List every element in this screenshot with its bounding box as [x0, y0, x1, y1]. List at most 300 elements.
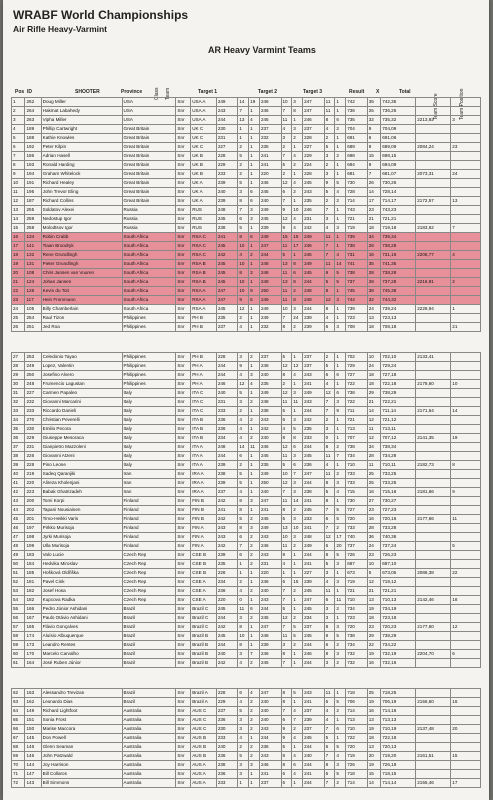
table-row: [12, 233, 481, 242]
cell-team-score: 2141,35: [416, 434, 451, 443]
cell-class: Snr: [176, 698, 191, 707]
table-row: [12, 524, 481, 533]
cell-t2-x: 10: [281, 533, 292, 542]
cell-team: RSA B: [191, 260, 217, 269]
cell-shooter: Lopez, Valentin: [41, 362, 122, 371]
event-subtitle: Air Rifle Heavy-Varmint: [13, 24, 108, 34]
cell-class: Snr: [176, 434, 191, 443]
cell-class: Snr: [176, 407, 191, 416]
cell-pos: 40: [12, 470, 25, 479]
cell-x: 23: [367, 506, 380, 515]
cell-pos: 45: [12, 515, 25, 524]
cell-team-position: [451, 107, 481, 116]
cell-team-score: 2172,57: [416, 197, 451, 206]
table-row: [12, 152, 481, 161]
cell-t2-x: 13: [281, 260, 292, 269]
cell-team-position: [451, 353, 481, 362]
cell-t3-fm: 14: [335, 260, 346, 269]
cell-t3-x: 5: [324, 188, 335, 197]
cell-x: 35: [367, 260, 380, 269]
cell-t1-fm: 1: [249, 143, 260, 152]
cell-t2-x: 11: [281, 116, 292, 125]
cell-t2-x: 7: [281, 107, 292, 116]
cell-team: IRA A: [191, 479, 217, 488]
cell-t1-x: 4: [238, 371, 249, 380]
cell-t2-x: 2: [281, 170, 292, 179]
cell-pos: 24: [12, 305, 25, 314]
cell-team-score: 2208,77: [416, 251, 451, 260]
cell-team-position: [451, 605, 481, 614]
cell-t1: 245: [216, 260, 238, 269]
cell-team: ITA B: [191, 416, 217, 425]
cell-t3-fm: 1: [335, 362, 346, 371]
cell-total: 720,23: [381, 623, 416, 632]
cell-t2-fm: 8: [292, 107, 303, 116]
cell-team-score: 2142,46: [416, 596, 451, 605]
cell-t2-fm: 15: [292, 578, 303, 587]
cell-id: 195: [25, 188, 41, 197]
table-row: [12, 389, 481, 398]
cell-t3-x: 9: [324, 179, 335, 188]
cell-id: 189: [25, 125, 41, 134]
cell-x: 16: [367, 707, 380, 716]
cell-team-position: [451, 443, 481, 452]
cell-team: CSE B: [191, 560, 217, 569]
cell-total: 723,18: [381, 614, 416, 623]
cell-result: 729: [346, 362, 368, 371]
cell-t1-fm: 2: [249, 551, 260, 560]
cell-t3-fm: 1: [335, 416, 346, 425]
cell-t2: 232: [259, 323, 281, 332]
cell-total: 708,18: [381, 323, 416, 332]
cell-team-position: 13: [451, 197, 481, 206]
cell-team-position: [451, 707, 481, 716]
cell-t1-fm: 1: [249, 407, 260, 416]
cell-team-position: 7: [451, 224, 481, 233]
cell-t3-x: 6: [324, 542, 335, 551]
cell-pos: 51: [12, 569, 25, 578]
cell-pos: 11: [12, 188, 25, 197]
cell-t3: 239: [303, 323, 325, 332]
cell-t1-fm: 3: [249, 215, 260, 224]
cell-t2: 220: [259, 170, 281, 179]
cell-province: Finland: [122, 533, 176, 542]
cell-team-position: [451, 632, 481, 641]
table-row: [12, 371, 481, 380]
cell-id: 200: [25, 497, 41, 506]
cell-result: 743: [346, 206, 368, 215]
cell-pos: 12: [12, 197, 25, 206]
cell-id: 134: [25, 233, 41, 242]
cell-t3-fm: 3: [335, 398, 346, 407]
cell-shooter: Adrian Hasell: [41, 152, 122, 161]
cell-t1: 236: [216, 770, 238, 779]
cell-t1-x: 5: [238, 752, 249, 761]
cell-t1: 245: [216, 215, 238, 224]
cell-class: Snr: [176, 623, 191, 632]
cell-id: 132: [25, 251, 41, 260]
cell-t2-fm: 2: [292, 323, 303, 332]
cell-team: RUS: [191, 206, 217, 215]
cell-result: 745: [346, 287, 368, 296]
cell-t1: 242: [216, 623, 238, 632]
cell-team-score: 2182,73: [416, 461, 451, 470]
cell-result: 707: [346, 434, 368, 443]
cell-t3: 249: [303, 542, 325, 551]
cell-id: 231: [25, 443, 41, 452]
cell-result: 719: [346, 224, 368, 233]
cell-t1-x: 1: [238, 560, 249, 569]
cell-t2-fm: 8: [292, 434, 303, 443]
cell-team-position: 6: [451, 650, 481, 659]
cell-total: 735,32: [381, 116, 416, 125]
cell-x: 28: [367, 242, 380, 251]
event-title: WRABF World Championships: [13, 8, 189, 22]
cell-team-score: [416, 770, 451, 779]
cell-t2-fm: 4: [292, 734, 303, 743]
cell-province: Philippines: [122, 362, 176, 371]
cell-team: ITA A: [191, 452, 217, 461]
cell-t1-x: 8: [238, 524, 249, 533]
cell-t3: 247: [303, 98, 325, 107]
cell-t1: 244: [216, 641, 238, 650]
cell-t2: 246: [259, 650, 281, 659]
table-row: [12, 479, 481, 488]
cell-team-score: [416, 215, 451, 224]
cell-t1: 244: [216, 371, 238, 380]
cell-t2-x: 4: [281, 125, 292, 134]
cell-x: 6: [367, 134, 380, 143]
cell-t1-fm: 4: [249, 380, 260, 389]
cell-id: 184: [25, 560, 41, 569]
cell-x: 21: [367, 215, 380, 224]
table-row: [12, 506, 481, 515]
cell-class: Snr: [176, 479, 191, 488]
cell-result: 732: [346, 650, 368, 659]
cell-team: FIN A: [191, 542, 217, 551]
cell-t3-x: 11: [324, 470, 335, 479]
table-row: [12, 596, 481, 605]
cell-t1-x: 3: [238, 716, 249, 725]
cell-shooter: Phillip Cartwright: [41, 125, 122, 134]
cell-t1-x: 5: [238, 515, 249, 524]
cell-id: 150: [25, 725, 41, 734]
cell-t2: 241: [259, 506, 281, 515]
cell-team: FIN B: [191, 497, 217, 506]
cell-t3-fm: 5: [335, 506, 346, 515]
cell-t2: 243: [259, 416, 281, 425]
cell-team: Brazil B: [191, 632, 217, 641]
cell-shooter: Bill Simmons: [41, 779, 122, 788]
cell-t3: 244: [303, 278, 325, 287]
cell-x: 13: [367, 743, 380, 752]
cell-t2-fm: 3: [292, 515, 303, 524]
table-row: [12, 641, 481, 650]
table-row: [12, 161, 481, 170]
cell-team-score: [416, 416, 451, 425]
cell-t3-x: 3: [324, 659, 335, 668]
cell-team-score: [416, 188, 451, 197]
cell-team-position: [451, 533, 481, 542]
cell-t3-x: 11: [324, 260, 335, 269]
cell-team: Brazil B: [191, 641, 217, 650]
cell-t2-x: 2: [281, 143, 292, 152]
cell-t1-x: 2: [238, 143, 249, 152]
cell-shooter: Rene Grundlingh: [41, 251, 122, 260]
cell-t2-x: 10: [281, 98, 292, 107]
cell-team-position: [451, 560, 481, 569]
cell-pos: 23: [12, 296, 25, 305]
cell-team: ITA A: [191, 443, 217, 452]
cell-t2: 240: [259, 698, 281, 707]
cell-total: 710,13: [381, 596, 416, 605]
cell-x: 24: [367, 362, 380, 371]
cell-team-score: [416, 587, 451, 596]
cell-result: 726: [346, 761, 368, 770]
cell-t1-fm: 2: [249, 743, 260, 752]
cell-team-position: [451, 152, 481, 161]
cell-t3-fm: 1: [335, 314, 346, 323]
results-sheet: [3, 0, 489, 800]
cell-id: 143: [25, 779, 41, 788]
cell-team-score: [416, 362, 451, 371]
cell-x: 25: [367, 470, 380, 479]
cell-result: 715: [346, 488, 368, 497]
table-row: [12, 143, 481, 152]
cell-t3-x: 0: [324, 434, 335, 443]
cell-class: Snr: [176, 587, 191, 596]
cell-t3-fm: 1: [335, 380, 346, 389]
cell-team: UK C: [191, 134, 217, 143]
cell-pos: 6: [12, 143, 25, 152]
cell-team-score: [416, 542, 451, 551]
cell-class: Snr: [176, 641, 191, 650]
cell-t3-fm: 2: [335, 125, 346, 134]
cell-team-position: [451, 578, 481, 587]
cell-total: 719,20: [381, 752, 416, 761]
cell-province: Australia: [122, 725, 176, 734]
table-row: [12, 242, 481, 251]
cell-team-position: 24: [451, 170, 481, 179]
cell-pos: 68: [12, 743, 25, 752]
cell-t2-x: 13: [281, 278, 292, 287]
cell-id: 230: [25, 425, 41, 434]
cell-t2-x: 3: [281, 134, 292, 143]
cell-pos: 71: [12, 770, 25, 779]
cell-t1-fm: 3: [249, 269, 260, 278]
cell-team: RSA A: [191, 296, 217, 305]
cell-class: Snr: [176, 761, 191, 770]
cell-t1: 245: [216, 269, 238, 278]
cell-t1-fm: 2: [249, 716, 260, 725]
cell-team-position: [451, 125, 481, 134]
cell-t1-fm: 2: [249, 515, 260, 524]
cell-pos: 1: [12, 98, 25, 107]
cell-total: 722,18: [381, 380, 416, 389]
cell-province: Czech Rep: [122, 569, 176, 578]
cell-t2-fm: 8: [292, 260, 303, 269]
cell-total: 732,19: [381, 650, 416, 659]
cell-result: 738: [346, 443, 368, 452]
cell-t2: 246: [259, 98, 281, 107]
cell-t3: 247: [303, 470, 325, 479]
cell-t3: 233: [303, 515, 325, 524]
cell-t1-fm: 1: [249, 770, 260, 779]
cell-t2-fm: 3: [292, 98, 303, 107]
cell-t3: 237: [303, 362, 325, 371]
cell-t1-x: 2: [238, 407, 249, 416]
col-team-position: Team Position: [459, 88, 465, 120]
table-row: [12, 497, 481, 506]
cell-t2: 239: [259, 224, 281, 233]
cell-team-score: [416, 506, 451, 515]
cell-t3-x: 5: [324, 362, 335, 371]
cell-total: 687,10: [381, 560, 416, 569]
table-row: [12, 743, 481, 752]
cell-shooter: Glenn Seaman: [41, 743, 122, 752]
cell-t2: 246: [259, 107, 281, 116]
table-row: [12, 515, 481, 524]
cell-x: 26: [367, 179, 380, 188]
cell-t2: 241: [259, 161, 281, 170]
cell-t1-fm: 2: [249, 251, 260, 260]
cell-t2: 245: [259, 659, 281, 668]
cell-t3: 245: [303, 506, 325, 515]
cell-result: 706: [346, 698, 368, 707]
cell-total: 738,28: [381, 269, 416, 278]
cell-province: Italy: [122, 389, 176, 398]
cell-t1-fm: 1: [249, 305, 260, 314]
cell-team-score: [416, 314, 451, 323]
cell-shooter: José Ruben Júnior: [41, 659, 122, 668]
cell-t3-fm: 1: [335, 107, 346, 116]
cell-t2-fm: 4: [292, 707, 303, 716]
cell-shooter: Pieter Grundlingh: [41, 260, 122, 269]
cell-id: 187: [25, 197, 41, 206]
cell-team-score: 2213,92: [416, 116, 451, 125]
cell-x: 23: [367, 551, 380, 560]
cell-pos: 18: [12, 251, 25, 260]
cell-t2-x: 9: [281, 734, 292, 743]
cell-t2-x: 12: [281, 362, 292, 371]
cell-t2-x: 5: [281, 353, 292, 362]
table-row: [12, 407, 481, 416]
cell-province: Philippines: [122, 371, 176, 380]
cell-total: 706,19: [381, 698, 416, 707]
cell-id: 226: [25, 452, 41, 461]
cell-team-score: [416, 287, 451, 296]
cell-t1-x: 4: [238, 698, 249, 707]
cell-pos: 10: [12, 179, 25, 188]
cell-province: Russia: [122, 215, 176, 224]
cell-province: Italy: [122, 407, 176, 416]
cell-shooter: Marcelo Carvalho: [41, 650, 122, 659]
cell-team-position: [451, 479, 481, 488]
cell-t1-fm: 6: [249, 197, 260, 206]
cell-team-position: 10: [451, 380, 481, 389]
cell-province: Italy: [122, 443, 176, 452]
cell-t2-fm: 14: [292, 497, 303, 506]
cell-t1: 239: [216, 461, 238, 470]
cell-t3-x: 8: [324, 551, 335, 560]
cell-shooter: Tiaan Broodryk: [41, 242, 122, 251]
cell-team-position: [451, 260, 481, 269]
cell-t2-fm: 1: [292, 353, 303, 362]
cell-id: 167: [25, 614, 41, 623]
cell-t3-fm: 5: [335, 179, 346, 188]
cell-t2: 232: [259, 134, 281, 143]
cell-pos: 62: [12, 689, 25, 698]
cell-team: CSE B: [191, 551, 217, 560]
cell-total: 742,35: [381, 98, 416, 107]
cell-class: Snr: [176, 452, 191, 461]
cell-t3-fm: 5: [335, 515, 346, 524]
cell-team-score: [416, 260, 451, 269]
cell-team: Brazil C: [191, 605, 217, 614]
cell-t2: 248: [259, 398, 281, 407]
cell-province: Italy: [122, 416, 176, 425]
cell-t2-fm: 2: [292, 134, 303, 143]
cell-t3-fm: 11: [335, 596, 346, 605]
cell-team-score: 2177,66: [416, 515, 451, 524]
cell-province: Great Britain: [122, 125, 176, 134]
cell-team: Brazil C: [191, 614, 217, 623]
cell-t3-x: 11: [324, 587, 335, 596]
cell-team-position: [451, 287, 481, 296]
cell-pos: 59: [12, 641, 25, 650]
cell-t1-x: 7: [238, 107, 249, 116]
cell-t1-fm: 1: [249, 170, 260, 179]
cell-x: 24: [367, 542, 380, 551]
table-row: [12, 398, 481, 407]
cell-t1-fm: 11: [249, 443, 260, 452]
cell-t2-fm: 10: [292, 206, 303, 215]
cell-province: Brazil: [122, 632, 176, 641]
cell-id: 147: [25, 770, 41, 779]
cell-t3-x: 5: [324, 143, 335, 152]
cell-x: 29: [367, 389, 380, 398]
cell-t2-x: 7: [281, 587, 292, 596]
table-row: [12, 614, 481, 623]
cell-t3-fm: 2: [335, 524, 346, 533]
cell-t1: 249: [216, 98, 238, 107]
cell-team-score: [416, 533, 451, 542]
cell-t2-fm: 1: [292, 698, 303, 707]
cell-pos: 30: [12, 380, 25, 389]
cell-province: Brazil: [122, 689, 176, 698]
cell-team-position: [451, 134, 481, 143]
cell-t2-fm: 4: [292, 215, 303, 224]
cell-t3: 247: [303, 107, 325, 116]
cell-class: Snr: [176, 107, 191, 116]
cell-x: 34: [367, 233, 380, 242]
cell-t1-fm: 1: [249, 425, 260, 434]
cell-class: Snr: [176, 560, 191, 569]
cell-t1-fm: 1: [249, 632, 260, 641]
cell-t2-x: 11: [281, 269, 292, 278]
cell-t2-x: 10: [281, 305, 292, 314]
cell-pos: 15: [12, 224, 25, 233]
cell-team-score: [416, 242, 451, 251]
cell-t3-x: 4: [324, 707, 335, 716]
cell-total: 721,21: [381, 215, 416, 224]
cell-x: 22: [367, 641, 380, 650]
cell-t3: 245: [303, 452, 325, 461]
cell-class: Snr: [176, 143, 191, 152]
cell-province: Australia: [122, 770, 176, 779]
cell-t2: 247: [259, 497, 281, 506]
cell-x: 25: [367, 479, 380, 488]
